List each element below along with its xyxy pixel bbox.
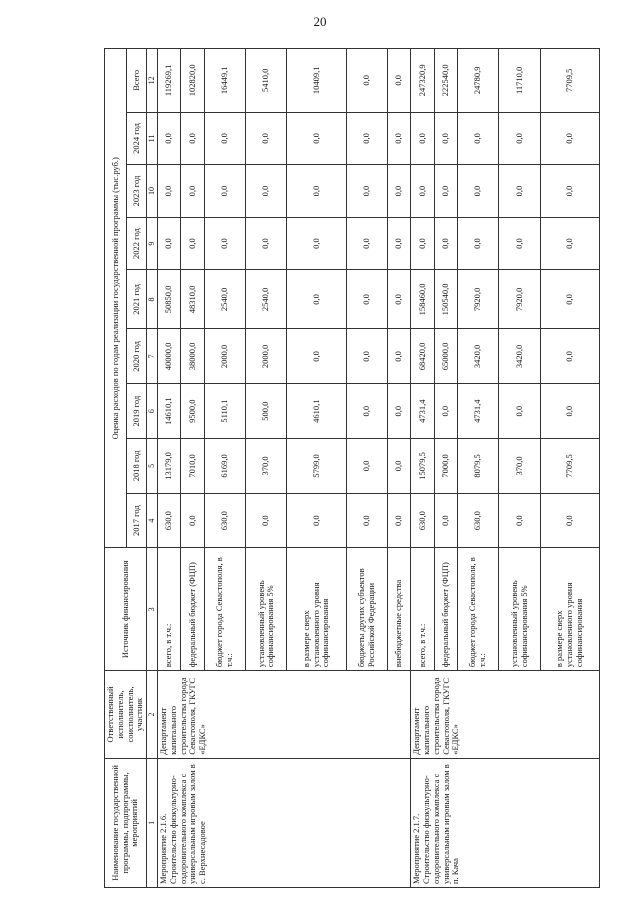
header-year: 2024 год — [127, 112, 147, 165]
total-cell: 247320,9 — [411, 49, 434, 113]
value-cell: 0,0 — [540, 270, 599, 329]
value-cell: 0,0 — [246, 493, 287, 548]
header-program-name: Наименование государственной программы, подпрограммы, мероприятий — [105, 758, 147, 887]
value-cell: 0,0 — [411, 165, 434, 218]
total-cell: 119269,1 — [158, 49, 181, 113]
value-cell: 65000,0 — [434, 329, 457, 384]
value-cell: 13179,0 — [158, 439, 181, 494]
value-cell: 2540,0 — [204, 270, 245, 329]
total-cell: 10409,1 — [287, 49, 346, 113]
value-cell: 0,0 — [287, 217, 346, 270]
value-cell: 9500,0 — [181, 384, 204, 439]
value-cell: 0,0 — [387, 270, 410, 329]
funding-source: бюджет города Севастополя, в т.ч.: — [458, 548, 499, 671]
rotated-table-container — [104, 48, 588, 888]
header-year: 2023 год — [127, 165, 147, 218]
header-year: 2022 год — [127, 217, 147, 270]
value-cell: 0,0 — [346, 439, 387, 494]
value-cell: 7010,0 — [181, 439, 204, 494]
table-body — [158, 49, 600, 888]
value-cell: 3420,0 — [458, 329, 499, 384]
value-cell: 0,0 — [540, 329, 599, 384]
value-cell: 0,0 — [287, 329, 346, 384]
value-cell: 0,0 — [387, 112, 410, 165]
value-cell: 0,0 — [246, 165, 287, 218]
value-cell: 0,0 — [411, 112, 434, 165]
value-cell: 3420,0 — [499, 329, 540, 384]
value-cell: 0,0 — [499, 384, 540, 439]
value-cell: 38000,0 — [181, 329, 204, 384]
value-cell: 0,0 — [434, 165, 457, 218]
measure-name: Мероприятие 2.1.6. Строительство физкультурно-оздоровительного комплекса с универсальным игровым залом в с. Верхнесадовое — [158, 758, 411, 887]
value-cell: 0,0 — [499, 493, 540, 548]
value-cell: 0,0 — [458, 165, 499, 218]
total-cell: 16449,1 — [204, 49, 245, 113]
value-cell: 7920,0 — [458, 270, 499, 329]
value-cell: 0,0 — [287, 165, 346, 218]
funding-source: федеральный бюджет (ФЦП) — [181, 548, 204, 671]
header-year: 2021 год — [127, 270, 147, 329]
total-cell: 24780,9 — [458, 49, 499, 113]
total-cell: 11710,0 — [499, 49, 540, 113]
value-cell: 0,0 — [434, 493, 457, 548]
total-cell: 102820,0 — [181, 49, 204, 113]
value-cell: 0,0 — [346, 270, 387, 329]
value-cell: 15079,5 — [411, 439, 434, 494]
budget-table — [104, 48, 600, 888]
value-cell: 630,0 — [411, 493, 434, 548]
value-cell: 0,0 — [287, 112, 346, 165]
funding-source: установленный уровень софинансирования 5% — [246, 548, 287, 671]
value-cell: 630,0 — [458, 493, 499, 548]
value-cell: 158460,0 — [411, 270, 434, 329]
funding-source: бюджеты других субъектов Российской Федерации — [346, 548, 387, 671]
value-cell: 14610,1 — [158, 384, 181, 439]
header-year: 2020 год — [127, 329, 147, 384]
page-number: 20 — [313, 14, 327, 29]
value-cell: 0,0 — [499, 217, 540, 270]
value-cell: 7709,5 — [540, 439, 599, 494]
value-cell: 0,0 — [540, 493, 599, 548]
value-cell: 2000,0 — [204, 329, 245, 384]
funding-source: внебюджетные средства — [387, 548, 410, 671]
column-index: 8 — [147, 270, 158, 329]
column-index: 3 — [147, 548, 158, 671]
value-cell: 0,0 — [181, 165, 204, 218]
value-cell: 6169,0 — [204, 439, 245, 494]
header-year: 2017 год — [127, 493, 147, 548]
value-cell: 0,0 — [158, 217, 181, 270]
header-total: Всего — [127, 49, 147, 113]
column-index: 5 — [147, 439, 158, 494]
value-cell: 370,0 — [499, 439, 540, 494]
measure-executor: Департамент капитального строительства города Севастополя, ГКУГС «ЕДКС» — [411, 671, 600, 759]
value-cell: 5110,1 — [204, 384, 245, 439]
value-cell: 0,0 — [181, 112, 204, 165]
value-cell: 0,0 — [204, 165, 245, 218]
value-cell: 0,0 — [540, 384, 599, 439]
value-cell: 500,0 — [246, 384, 287, 439]
value-cell: 0,0 — [346, 493, 387, 548]
value-cell: 0,0 — [204, 217, 245, 270]
header-cost-estimate: Оценка расходов по годам реализации государственной программы (тыс.руб.) — [105, 49, 127, 549]
total-cell: 0,0 — [387, 49, 410, 113]
header-year: 2019 год — [127, 384, 147, 439]
value-cell: 50850,0 — [158, 270, 181, 329]
funding-source: всего, в т.ч.: — [158, 548, 181, 671]
value-cell: 0,0 — [346, 165, 387, 218]
value-cell: 0,0 — [434, 384, 457, 439]
value-cell: 0,0 — [499, 165, 540, 218]
value-cell: 4731,4 — [411, 384, 434, 439]
value-cell: 4731,4 — [458, 384, 499, 439]
table-row — [411, 49, 434, 888]
value-cell: 0,0 — [287, 493, 346, 548]
column-index: 1 — [147, 758, 158, 887]
column-index: 11 — [147, 112, 158, 165]
column-index: 4 — [147, 493, 158, 548]
value-cell: 0,0 — [181, 217, 204, 270]
value-cell: 7000,0 — [434, 439, 457, 494]
value-cell: 0,0 — [540, 165, 599, 218]
value-cell: 68420,0 — [411, 329, 434, 384]
value-cell: 7920,0 — [499, 270, 540, 329]
total-cell: 0,0 — [346, 49, 387, 113]
column-index: 9 — [147, 217, 158, 270]
value-cell: 0,0 — [346, 217, 387, 270]
value-cell: 0,0 — [204, 112, 245, 165]
column-index: 7 — [147, 329, 158, 384]
value-cell: 0,0 — [346, 329, 387, 384]
value-cell: 0,0 — [181, 493, 204, 548]
value-cell: 2000,0 — [246, 329, 287, 384]
value-cell: 0,0 — [499, 112, 540, 165]
column-index: 12 — [147, 49, 158, 113]
value-cell: 0,0 — [387, 439, 410, 494]
total-cell: 5410,0 — [246, 49, 287, 113]
value-cell: 2540,0 — [246, 270, 287, 329]
header-funding-source: Источник финансирования — [105, 548, 147, 671]
value-cell: 0,0 — [387, 165, 410, 218]
value-cell: 0,0 — [387, 384, 410, 439]
column-index: 10 — [147, 165, 158, 218]
value-cell: 0,0 — [540, 217, 599, 270]
value-cell: 0,0 — [158, 165, 181, 218]
value-cell: 0,0 — [387, 217, 410, 270]
value-cell: 4610,1 — [287, 384, 346, 439]
value-cell: 630,0 — [204, 493, 245, 548]
value-cell: 0,0 — [246, 112, 287, 165]
value-cell: 8079,5 — [458, 439, 499, 494]
header-executor: Ответственный исполнитель, соисполнитель, участник — [105, 671, 147, 759]
measure-name: Мероприятие 2.1.7. Строительство физкультурно-оздоровительного комплекса с универсальным игровым залом в п. Кача — [411, 758, 600, 887]
table-row — [158, 49, 181, 888]
funding-source: в размере сверх установленного уровня софинансирования — [540, 548, 599, 671]
value-cell: 0,0 — [387, 493, 410, 548]
funding-source: установленный уровень софинансирования 5% — [499, 548, 540, 671]
measure-executor: Департамент капитального строительства города Севастополя, ГКУГС «ЕДКС» — [158, 671, 411, 759]
funding-source: бюджет города Севастополя, в т.ч.: — [204, 548, 245, 671]
value-cell: 5799,0 — [287, 439, 346, 494]
funding-source: всего, в т.ч.: — [411, 548, 434, 671]
column-index: 2 — [147, 671, 158, 759]
value-cell: 0,0 — [411, 217, 434, 270]
value-cell: 0,0 — [346, 112, 387, 165]
value-cell: 0,0 — [458, 112, 499, 165]
value-cell: 0,0 — [540, 112, 599, 165]
funding-source: в размере сверх установленного уровня софинансирования — [287, 548, 346, 671]
value-cell: 630,0 — [158, 493, 181, 548]
value-cell: 0,0 — [434, 217, 457, 270]
value-cell: 0,0 — [346, 384, 387, 439]
total-cell: 222540,0 — [434, 49, 457, 113]
value-cell: 0,0 — [246, 217, 287, 270]
value-cell: 48310,0 — [181, 270, 204, 329]
value-cell: 0,0 — [458, 217, 499, 270]
value-cell: 0,0 — [387, 329, 410, 384]
value-cell: 0,0 — [287, 270, 346, 329]
value-cell: 0,0 — [434, 112, 457, 165]
column-index: 6 — [147, 384, 158, 439]
funding-source: федеральный бюджет (ФЦП) — [434, 548, 457, 671]
value-cell: 150540,0 — [434, 270, 457, 329]
total-cell: 7709,5 — [540, 49, 599, 113]
value-cell: 0,0 — [158, 112, 181, 165]
header-year: 2018 год — [127, 439, 147, 494]
value-cell: 40000,0 — [158, 329, 181, 384]
value-cell: 370,0 — [246, 439, 287, 494]
